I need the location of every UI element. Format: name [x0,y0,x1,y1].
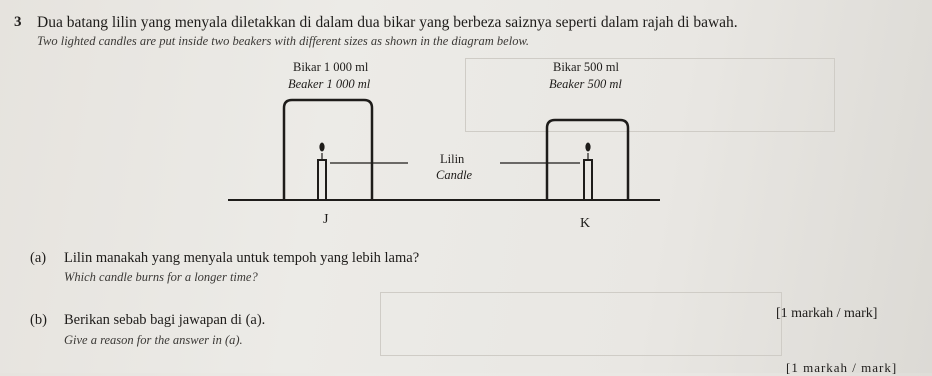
candle-label-ms: Lilin [440,152,465,166]
beaker-j-label-en: Beaker 1 000 ml [288,77,371,91]
question-number: 3 [14,14,22,30]
flame-j-icon [319,143,324,152]
part-b-text-ms: Berikan sebab bagi jawapan di (a). [64,312,266,328]
part-b-label: (b) [30,312,47,328]
candle-label-en: Candle [436,168,473,182]
part-a-text-ms: Lilin manakah yang menyala untuk tempoh yang lebih lama? [64,250,420,266]
beaker-k-label-ms: Bikar 500 ml [553,60,619,74]
part-a-label: (a) [30,250,47,266]
beaker-j-label-ms: Bikar 1 000 ml [293,60,369,74]
part-a-text-en: Which candle burns for a longer time? [64,270,258,284]
beaker-k-label-en: Beaker 500 ml [549,77,622,91]
candle-k [584,160,592,200]
question-text-ms: Dua batang lilin yang menyala diletakkan di dalam dua bikar yang berbeza saiznya seperti dalam rajah di bawah. [37,14,738,31]
part-b-marks: [1 markah / mark] [786,360,898,375]
flame-k-icon [585,143,590,152]
part-b-text-en: Give a reason for the answer in (a). [64,333,243,347]
beaker-j-name: J [323,212,329,227]
beaker-k-name: K [580,216,591,231]
beaker-j-outline [284,100,372,200]
candle-j [318,160,326,200]
question-text-en: Two lighted candles are put inside two beakers with different sizes as shown in the diagram below. [37,34,529,48]
part-a-marks: [1 markah / mark] [776,306,878,321]
